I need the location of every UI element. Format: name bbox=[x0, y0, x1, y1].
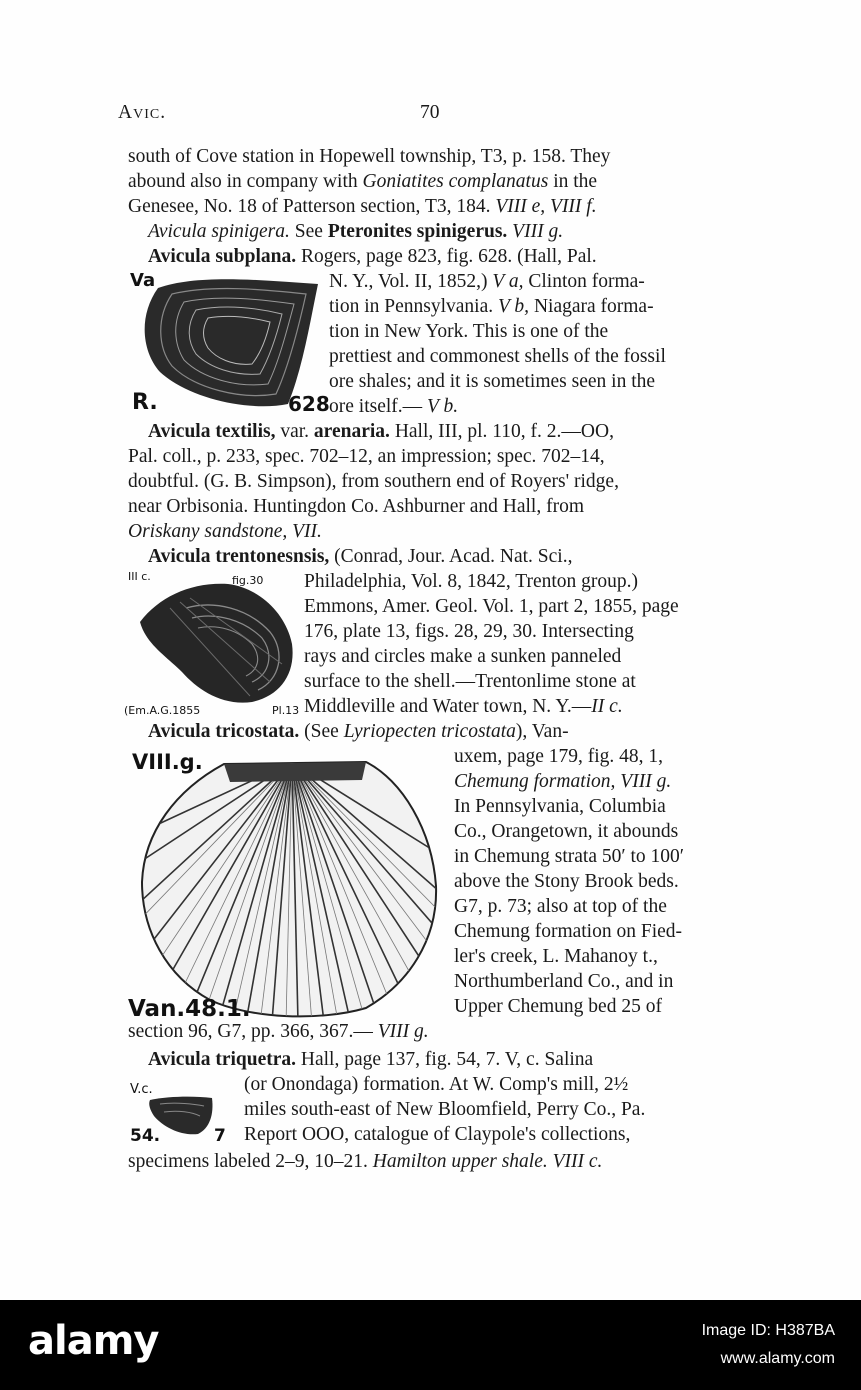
entry-heading: Avicula textilis, var. arenaria. Hall, III, pl. 110, f. 2.—OO, bbox=[148, 421, 614, 442]
running-head: Avic. bbox=[118, 102, 167, 123]
text-line: Pal. coll., p. 233, spec. 702–12, an impression; spec. 702–14, bbox=[128, 446, 605, 467]
figure-label: R. bbox=[132, 390, 158, 415]
figure-label: Van.48.1. bbox=[128, 996, 251, 1022]
text-line: uxem, page 179, fig. 48, 1, bbox=[454, 746, 664, 767]
entry-heading: Avicula tricostata. (See Lyriopecten tricostata), Van- bbox=[148, 721, 569, 742]
text-line: section 96, G7, pp. 366, 367.— VIII g. bbox=[128, 1021, 429, 1042]
text-line: Chemung formation on Fied- bbox=[454, 921, 683, 942]
image-id-label: Image ID: H387BA bbox=[701, 1322, 835, 1339]
text-line: Upper Chemung bed 25 of bbox=[454, 996, 662, 1017]
figure-label: III c. bbox=[128, 570, 151, 583]
text-line: Report OOO, catalogue of Claypole's collections, bbox=[244, 1124, 631, 1145]
text-line: Avicula spinigera. See Pteronites spinigerus. VIII g. bbox=[148, 221, 564, 242]
text-line: south of Cove station in Hopewell township, T3, p. 158. They bbox=[128, 146, 611, 167]
text-line: Northumberland Co., and in bbox=[454, 971, 674, 992]
figure-label: Va bbox=[130, 270, 156, 291]
text-line: miles south-east of New Bloomfield, Perry Co., Pa. bbox=[244, 1099, 646, 1120]
text-line: Co., Orangetown, it abounds bbox=[454, 821, 679, 842]
entry-heading: Avicula subplana. Rogers, page 823, fig. 628. (Hall, Pal. bbox=[148, 246, 597, 267]
figure-label: Pl.13 bbox=[272, 704, 300, 717]
text-line: surface to the shell.—Trentonlime stone at bbox=[304, 671, 636, 692]
text-line: Emmons, Amer. Geol. Vol. 1, part 2, 1855, page bbox=[304, 596, 679, 617]
text-line: specimens labeled 2–9, 10–21. Hamilton upper shale. VIII c. bbox=[128, 1151, 603, 1172]
figure-label: fig.30 bbox=[232, 574, 264, 587]
page-number: 70 bbox=[420, 102, 440, 123]
site-url: www.alamy.com bbox=[720, 1350, 835, 1367]
figure-label: 628 bbox=[288, 392, 330, 416]
entry-heading: Avicula triquetra. Hall, page 137, fig. 54, 7. V, c. Salina bbox=[148, 1049, 594, 1070]
text-line: N. Y., Vol. II, 1852,) V a, Clinton forma- bbox=[329, 271, 645, 292]
text-line: abound also in company with Goniatites complanatus in the bbox=[128, 171, 598, 192]
figure-label: VIII.g. bbox=[132, 750, 203, 774]
text-line: Middleville and Water town, N. Y.—II c. bbox=[304, 696, 623, 717]
text-line: ler's creek, L. Mahanoy t., bbox=[454, 946, 658, 967]
shell-illustration-tricostata bbox=[140, 752, 440, 1022]
text-line: In Pennsylvania, Columbia bbox=[454, 796, 666, 817]
figure-label: (Em.A.G.1855 bbox=[124, 704, 201, 717]
text-line: near Orbisonia. Huntingdon Co. Ashburner and Hall, from bbox=[128, 496, 585, 517]
text-line: prettiest and commonest shells of the fossil bbox=[329, 346, 666, 367]
text-line: (or Onondaga) formation. At W. Comp's mill, 2½ bbox=[244, 1074, 629, 1095]
text-line: in Chemung strata 50′ to 100′ bbox=[454, 846, 685, 867]
shell-illustration-trentonensis bbox=[130, 578, 300, 706]
text-line: G7, p. 73; also at top of the bbox=[454, 896, 667, 917]
text-line: Chemung formation, VIII g. bbox=[454, 771, 672, 792]
figure-label: V.c. bbox=[130, 1082, 153, 1097]
text-line: Philadelphia, Vol. 8, 1842, Trenton group.) bbox=[304, 571, 639, 592]
text-line: 176, plate 13, figs. 28, 29, 30. Intersecting bbox=[304, 621, 634, 642]
text-line: doubtful. (G. B. Simpson), from southern end of Royers' ridge, bbox=[128, 471, 619, 492]
figure-label: 54. bbox=[130, 1126, 161, 1146]
text-line: Genesee, No. 18 of Patterson section, T3, 184. VIII e, VIII f. bbox=[128, 196, 597, 217]
brand-logo: alamy bbox=[28, 1318, 159, 1364]
text-line: tion in Pennsylvania. V b, Niagara forma- bbox=[329, 296, 654, 317]
text-line: Oriskany sandstone, VII. bbox=[128, 521, 322, 542]
text-line: ore shales; and it is sometimes seen in the bbox=[329, 371, 656, 392]
text-line: tion in New York. This is one of the bbox=[329, 321, 609, 342]
text-line: above the Stony Brook beds. bbox=[454, 871, 679, 892]
text-line: rays and circles make a sunken panneled bbox=[304, 646, 622, 667]
figure-label: 7 bbox=[214, 1126, 226, 1146]
text-line: ore itself.— V b. bbox=[329, 396, 459, 417]
entry-heading: Avicula trentonesnsis, (Conrad, Jour. Acad. Nat. Sci., bbox=[148, 546, 573, 567]
